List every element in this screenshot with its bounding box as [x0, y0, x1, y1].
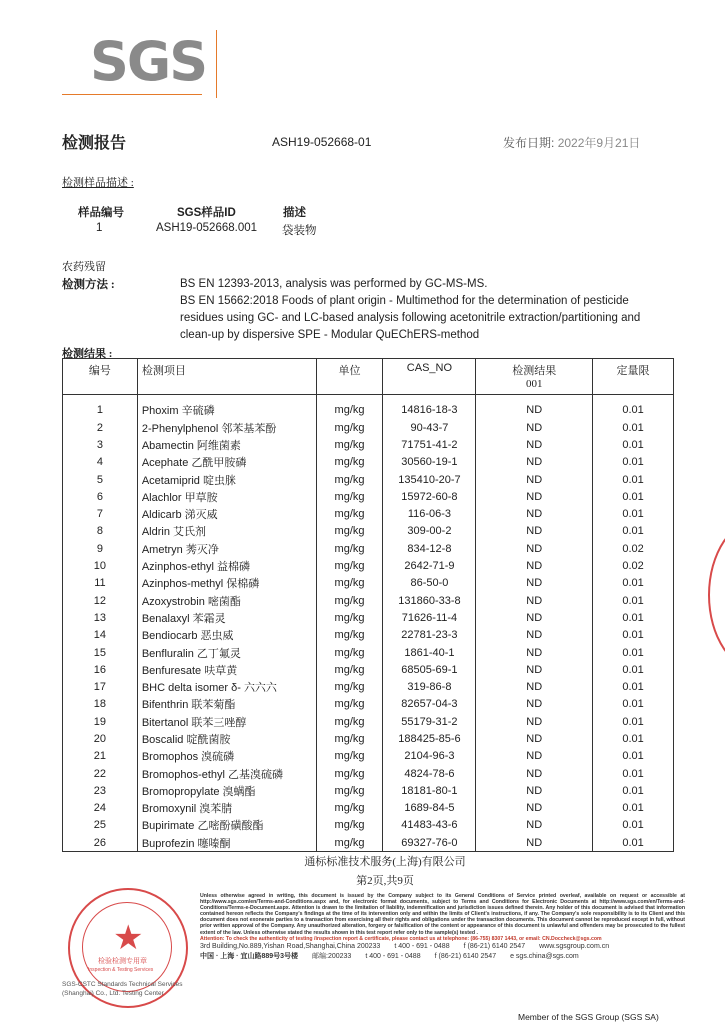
table-row: [63, 661, 674, 678]
row-item: Acephate 乙酰甲胺磷: [137, 454, 316, 471]
method-line: clean-up by dispersive SPE - Modular QuEChERS-method: [180, 329, 480, 341]
row-cas: 131860-33-8: [383, 592, 476, 609]
authenticity-notice: Attention: To check the authenticity of testing /inspection report & certificate, please contact us at telephone: (86-755) 8307 1443, or email: CN.Doccheck@sgs.com: [200, 935, 602, 942]
row-unit: mg/kg: [316, 782, 383, 799]
row-limit: 0.01: [593, 730, 674, 747]
row-no: 1: [63, 395, 138, 420]
row-cas: 309-00-2: [383, 523, 476, 540]
seal-text: 检验检测专用章: [98, 958, 147, 965]
table-row: [63, 523, 674, 540]
row-unit: mg/kg: [316, 627, 383, 644]
row-result: ND: [476, 696, 593, 713]
row-item: Bendiocarb 恶虫威: [137, 627, 316, 644]
phone: t 400 - 691 - 0488: [394, 942, 450, 950]
sample-desc: 袋装物: [282, 225, 317, 237]
sgs-logo: [62, 30, 218, 98]
lab-name: SGS-CSTC Standards Technical Services (Shanghai) Co., Ltd. Testing Center: [62, 981, 183, 997]
row-item: Azinphos-methyl 保棉磷: [137, 575, 316, 592]
row-limit: 0.01: [593, 419, 674, 436]
col-result: [476, 359, 593, 395]
report-number: ASH19-052668-01: [272, 135, 372, 149]
seal-subtext: Inspection & Testing Services: [88, 967, 154, 973]
row-cas: 86-50-0: [383, 575, 476, 592]
row-limit: 0.01: [593, 395, 674, 420]
row-no: 2: [63, 419, 138, 436]
row-cas: 1861-40-1: [383, 644, 476, 661]
row-unit: mg/kg: [316, 661, 383, 678]
row-no: 19: [63, 713, 138, 730]
row-unit: mg/kg: [316, 454, 383, 471]
row-no: 9: [63, 540, 138, 557]
row-no: 24: [63, 800, 138, 817]
row-limit: 0.01: [593, 800, 674, 817]
postcode: 邮编:200233: [312, 952, 352, 960]
row-cas: 69327-76-0: [383, 834, 476, 852]
table-row: [63, 471, 674, 488]
row-unit: mg/kg: [316, 488, 383, 505]
table-row: [63, 817, 674, 834]
row-result: ND: [476, 419, 593, 436]
row-item: Phoxim 辛硫磷: [137, 395, 316, 420]
row-result: ND: [476, 834, 593, 852]
sample-header-id: SGS样品ID: [177, 207, 236, 219]
row-unit: mg/kg: [316, 436, 383, 453]
row-cas: 14816-18-3: [383, 395, 476, 420]
row-limit: 0.01: [593, 765, 674, 782]
row-cas: 116-06-3: [383, 505, 476, 522]
row-result: ND: [476, 505, 593, 522]
sample-no: 1: [96, 222, 103, 234]
category-label: 农药残留: [62, 261, 106, 273]
row-result: ND: [476, 557, 593, 574]
row-limit: 0.01: [593, 678, 674, 695]
row-result: ND: [476, 575, 593, 592]
row-item: Benfluralin 乙丁氟灵: [137, 644, 316, 661]
col-result-sample: 001: [525, 378, 543, 390]
row-no: 23: [63, 782, 138, 799]
sample-id: ASH19-052668.001: [156, 222, 258, 234]
row-cas: 71751-41-2: [383, 436, 476, 453]
table-row: [63, 782, 674, 799]
row-limit: 0.01: [593, 696, 674, 713]
row-no: 20: [63, 730, 138, 747]
issue-date-label: 发布日期:: [503, 136, 555, 150]
row-cas: 15972-60-8: [383, 488, 476, 505]
row-limit: 0.01: [593, 748, 674, 765]
table-row: [63, 436, 674, 453]
row-result: ND: [476, 713, 593, 730]
row-item: Bromopropylate 溴螨酯: [137, 782, 316, 799]
method-line: residues using GC- and LC-based analysis following acetonitrile extraction/partitioning and: [180, 312, 641, 324]
row-item: Benfuresate 呋草黄: [137, 661, 316, 678]
table-row: [63, 696, 674, 713]
address-cn: [200, 954, 685, 960]
table-row: [63, 454, 674, 471]
row-result: ND: [476, 817, 593, 834]
table-row: [63, 488, 674, 505]
row-cas: 22781-23-3: [383, 627, 476, 644]
row-item: Bromoxynil 溴苯腈: [137, 800, 316, 817]
row-cas: 319-86-8: [383, 678, 476, 695]
row-cas: 90-43-7: [383, 419, 476, 436]
row-cas: 68505-69-1: [383, 661, 476, 678]
email: e sgs.china@sgs.com: [510, 952, 579, 960]
row-unit: mg/kg: [316, 471, 383, 488]
row-no: 11: [63, 575, 138, 592]
row-item: Azinphos-ethyl 益棉磷: [137, 557, 316, 574]
issue-date-value: 2022年9月21日: [557, 136, 641, 150]
row-no: 7: [63, 505, 138, 522]
row-no: 4: [63, 454, 138, 471]
method-text: [180, 276, 670, 344]
row-no: 16: [63, 661, 138, 678]
table-row: [63, 609, 674, 626]
row-cas: 18181-80-1: [383, 782, 476, 799]
table-row: [63, 592, 674, 609]
row-unit: mg/kg: [316, 730, 383, 747]
row-no: 25: [63, 817, 138, 834]
row-unit: mg/kg: [316, 419, 383, 436]
table-row: [63, 505, 674, 522]
row-cas: 188425-85-6: [383, 730, 476, 747]
row-result: ND: [476, 523, 593, 540]
row-result: ND: [476, 800, 593, 817]
row-unit: mg/kg: [316, 800, 383, 817]
row-no: 3: [63, 436, 138, 453]
row-item: Alachlor 甲草胺: [137, 488, 316, 505]
row-unit: mg/kg: [316, 557, 383, 574]
row-unit: mg/kg: [316, 834, 383, 852]
row-result: ND: [476, 765, 593, 782]
row-limit: 0.01: [593, 661, 674, 678]
table-row: [63, 713, 674, 730]
row-result: ND: [476, 592, 593, 609]
fax-cn: f (86-21) 6140 2547: [434, 952, 497, 960]
row-item: Buprofezin 噻嗪酮: [137, 834, 316, 852]
row-result: ND: [476, 782, 593, 799]
row-item: Acetamiprid 啶虫脒: [137, 471, 316, 488]
address-line-cn: 中国 · 上海 · 宜山路889号3号楼: [200, 952, 299, 960]
sample-header-desc: 描述: [283, 207, 306, 219]
row-result: ND: [476, 454, 593, 471]
table-row: [63, 575, 674, 592]
row-no: 12: [63, 592, 138, 609]
row-no: 14: [63, 627, 138, 644]
address-en: [200, 944, 685, 950]
row-limit: 0.01: [593, 575, 674, 592]
results-table-body: [63, 395, 674, 852]
table-row: [63, 730, 674, 747]
row-limit: 0.01: [593, 471, 674, 488]
row-limit: 0.01: [593, 713, 674, 730]
row-no: 21: [63, 748, 138, 765]
row-item: BHC delta isomer δ- 六六六: [137, 678, 316, 695]
row-no: 17: [63, 678, 138, 695]
row-item: Bupirimate 乙嘧酚磺酸酯: [137, 817, 316, 834]
row-unit: mg/kg: [316, 575, 383, 592]
row-limit: 0.01: [593, 488, 674, 505]
page-number: 第2页,共9页: [356, 875, 414, 887]
row-no: 8: [63, 523, 138, 540]
report-title: 检测报告: [62, 135, 127, 152]
issue-date: [503, 134, 640, 151]
row-cas: 55179-31-2: [383, 713, 476, 730]
row-limit: 0.01: [593, 782, 674, 799]
row-item: Bromophos 溴硫磷: [137, 748, 316, 765]
row-unit: mg/kg: [316, 592, 383, 609]
logo-vertical-rule: [216, 30, 217, 98]
table-row: [63, 678, 674, 695]
row-limit: 0.01: [593, 644, 674, 661]
method-label: 检测方法 :: [62, 279, 115, 291]
table-row: [63, 419, 674, 436]
row-unit: mg/kg: [316, 713, 383, 730]
row-limit: 0.01: [593, 609, 674, 626]
row-item: Bitertanol 联苯三唑醇: [137, 713, 316, 730]
row-result: ND: [476, 661, 593, 678]
row-unit: mg/kg: [316, 817, 383, 834]
row-cas: 135410-20-7: [383, 471, 476, 488]
row-unit: mg/kg: [316, 540, 383, 557]
row-result: ND: [476, 471, 593, 488]
table-row: [63, 627, 674, 644]
row-limit: 0.01: [593, 627, 674, 644]
footer-company: 通标标准技术服务(上海)有限公司: [304, 856, 466, 868]
col-unit: 单位: [316, 359, 383, 395]
row-result: ND: [476, 730, 593, 747]
row-item: Ametryn 莠灭净: [137, 540, 316, 557]
table-row: [63, 644, 674, 661]
row-result: ND: [476, 678, 593, 695]
row-item: Aldrin 艾氏剂: [137, 523, 316, 540]
results-table: [62, 358, 674, 852]
row-item: Azoxystrobin 嘧菌酯: [137, 592, 316, 609]
results-label: 检测结果 :: [62, 348, 113, 360]
row-result: ND: [476, 436, 593, 453]
row-item: Boscalid 啶酰菌胺: [137, 730, 316, 747]
row-result: ND: [476, 609, 593, 626]
table-header-row: [63, 359, 674, 395]
col-cas: CAS_NO: [383, 359, 476, 395]
row-item: Bromophos-ethyl 乙基溴硫磷: [137, 765, 316, 782]
row-limit: 0.01: [593, 505, 674, 522]
row-result: ND: [476, 540, 593, 557]
phone-cn: t 400 - 691 - 0488: [365, 952, 421, 960]
row-cas: 30560-19-1: [383, 454, 476, 471]
row-result: ND: [476, 488, 593, 505]
address-line: 3rd Building,No.889,Yishan Road,Shanghai,China 200233: [200, 942, 381, 950]
row-cas: 41483-43-6: [383, 817, 476, 834]
row-limit: 0.01: [593, 834, 674, 852]
method-line: BS EN 15662:2018 Foods of plant origin - Multimethod for the determination of pesticide: [180, 295, 629, 307]
legal-text: Unless otherwise agreed in writing, this document is issued by the Company subject to its General Conditions of Service printed overleaf, available on request or accessible at http://www.sgs.com/en/Terms-and-Conditions.aspx and, for electronic format documents, subject to Terms and Conditions for Electronic Documents at http://www.sgs.com/en/Terms-and-Conditions/Terms-e-Document.aspx. Attention is drawn to the limitation of liability, indemnification and jurisdiction issues defined therein. Any holder of this document is advised that information contained hereon reflects the Company's findings at the time of its intervention only and within the limits of Client's instructions, if any. The Company's sole responsibility is to its Client and this document does not exonerate parties to a transaction from exercising all their rights and obligations under the transaction documents. This document cannot be reproduced except in full, without prior written approval of the Company. Any unauthorized alteration, forgery or falsification of the content or appearance of this document is unlawful and offenders may be prosecuted to the fullest extent of the law. Unless otherwise stated the results shown in this test report refer only to the sample(s) tested .: [200, 893, 685, 936]
row-unit: mg/kg: [316, 609, 383, 626]
row-no: 18: [63, 696, 138, 713]
col-limit: 定量限: [593, 359, 674, 395]
row-no: 13: [63, 609, 138, 626]
method-line: BS EN 12393-2013, analysis was performed by GC-MS-MS.: [180, 278, 488, 290]
logo-divider: [62, 94, 202, 95]
table-row: [63, 800, 674, 817]
row-unit: mg/kg: [316, 678, 383, 695]
table-row: [63, 834, 674, 852]
row-limit: 0.01: [593, 454, 674, 471]
row-unit: mg/kg: [316, 748, 383, 765]
table-row: [63, 395, 674, 420]
row-limit: 0.01: [593, 592, 674, 609]
fax: f (86-21) 6140 2547: [463, 942, 526, 950]
row-cas: 2642-71-9: [383, 557, 476, 574]
row-result: ND: [476, 748, 593, 765]
member-text: Member of the SGS Group (SGS SA): [518, 1012, 659, 1022]
row-limit: 0.02: [593, 557, 674, 574]
table-row: [63, 557, 674, 574]
row-cas: 834-12-8: [383, 540, 476, 557]
row-unit: mg/kg: [316, 505, 383, 522]
row-result: ND: [476, 644, 593, 661]
legal-notice: [200, 893, 685, 960]
website: www.sgsgroup.com.cn: [539, 942, 610, 950]
row-limit: 0.02: [593, 540, 674, 557]
row-cas: 71626-11-4: [383, 609, 476, 626]
row-limit: 0.01: [593, 436, 674, 453]
sample-header-no: 样品编号: [78, 207, 124, 219]
row-result: ND: [476, 627, 593, 644]
row-unit: mg/kg: [316, 696, 383, 713]
row-result: ND: [476, 395, 593, 420]
row-no: 15: [63, 644, 138, 661]
col-no: 编号: [63, 359, 138, 395]
row-cas: 2104-96-3: [383, 748, 476, 765]
logo-text: SGS: [90, 30, 207, 93]
row-limit: 0.01: [593, 817, 674, 834]
table-row: [63, 765, 674, 782]
row-item: Bifenthrin 联苯菊酯: [137, 696, 316, 713]
row-unit: mg/kg: [316, 395, 383, 420]
row-no: 6: [63, 488, 138, 505]
row-no: 5: [63, 471, 138, 488]
row-cas: 82657-04-3: [383, 696, 476, 713]
row-unit: mg/kg: [316, 644, 383, 661]
row-item: Aldicarb 涕灭威: [137, 505, 316, 522]
row-limit: 0.01: [593, 523, 674, 540]
star-icon: ★: [113, 919, 144, 957]
row-no: 10: [63, 557, 138, 574]
row-cas: 4824-78-6: [383, 765, 476, 782]
table-row: [63, 540, 674, 557]
table-row: [63, 748, 674, 765]
row-unit: mg/kg: [316, 523, 383, 540]
row-unit: mg/kg: [316, 765, 383, 782]
sample-description-title: 检测样品描述 :: [62, 177, 134, 189]
row-cas: 1689-84-5: [383, 800, 476, 817]
row-item: 2-Phenylphenol 邻苯基苯酚: [137, 419, 316, 436]
edge-seal: [708, 518, 725, 672]
row-no: 26: [63, 834, 138, 852]
row-item: Benalaxyl 苯霜灵: [137, 609, 316, 626]
col-item: 检测项目: [137, 359, 316, 395]
row-item: Abamectin 阿维菌素: [137, 436, 316, 453]
col-result-title: 检测结果: [512, 365, 557, 377]
row-no: 22: [63, 765, 138, 782]
